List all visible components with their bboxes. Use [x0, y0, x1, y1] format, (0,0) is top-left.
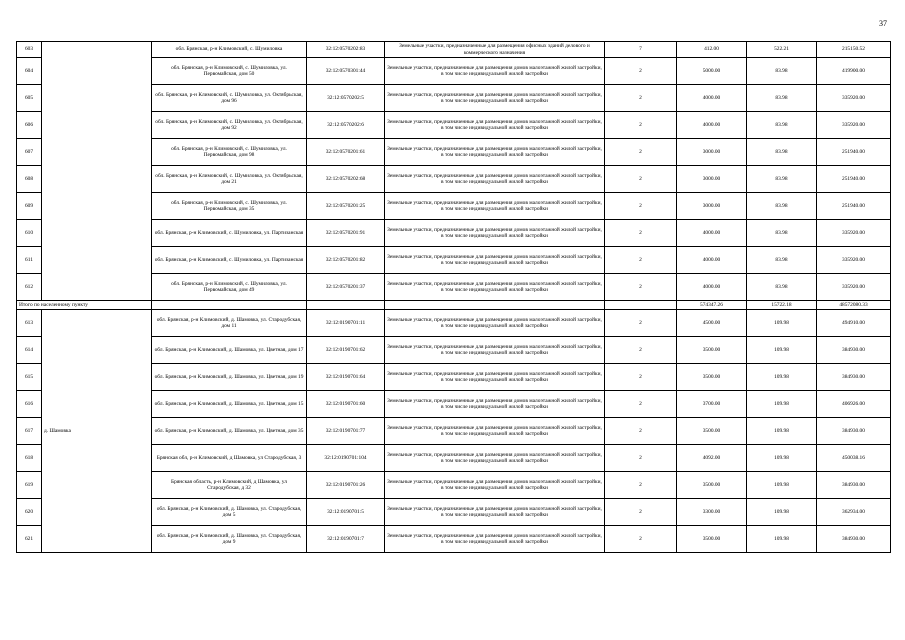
specific-value-cell: 109.98: [747, 310, 817, 337]
cadastral-value-table: [16, 41, 891, 553]
land-use-cell: Земельные участки, предназначенные для размещения домов малоэтажной жилой застройки, в том числе индивидуальной жилой застройки: [385, 220, 605, 247]
address-cell: обл. Брянская, р-н Климовский, д. Шамовка, ул. Стародубская, дом 5: [152, 499, 307, 526]
row-number: 604: [17, 58, 42, 85]
area-cell: 3500.00: [677, 337, 747, 364]
zone-cell: 2: [605, 472, 677, 499]
address-cell: обл. Брянская, р-н Климовский, с. Шумиловка: [152, 42, 307, 58]
area-cell: 4500.00: [677, 310, 747, 337]
zone-cell: 7: [605, 42, 677, 58]
cadastral-number-cell: 32:12:0570201:25: [307, 193, 385, 220]
address-cell: обл. Брянская, р-н Климовский, с. Шумиловка, ул. Первомайская, дом 49: [152, 274, 307, 301]
address-cell: обл. Брянская, р-н Климовский, д. Шамовка, ул. Стародубская, дом 11: [152, 310, 307, 337]
specific-value-cell: 83.98: [747, 220, 817, 247]
address-cell: обл. Брянская, р-н Климовский, с. Шумиловка, ул. Первомайская, дом 98: [152, 139, 307, 166]
cadastral-value-cell: 251940.00: [817, 139, 891, 166]
row-number: 608: [17, 166, 42, 193]
address-cell: Брянская область, р-н Климовский, д Шамовка, ул Стародубская, д 32: [152, 472, 307, 499]
specific-value-cell: 109.98: [747, 526, 817, 553]
total-rate: 15722.18: [747, 301, 817, 310]
address-cell: обл. Брянская, р-н Климовский, с. Шумиловка, ул. Октябрьская, дом 96: [152, 85, 307, 112]
land-use-cell: Земельные участки, предназначенные для размещения домов малоэтажной жилой застройки, в том числе индивидуальной жилой застройки: [385, 418, 605, 445]
total-area: 574347.26: [677, 301, 747, 310]
row-number: 619: [17, 472, 42, 499]
cadastral-value-cell: 335920.00: [817, 274, 891, 301]
row-number: 614: [17, 337, 42, 364]
address-cell: обл. Брянская, р-н Климовский, д. Шамовка, ул. Цветная, дом 19: [152, 364, 307, 391]
area-cell: 4000.00: [677, 112, 747, 139]
zone-cell: 2: [605, 499, 677, 526]
area-cell: 412.00: [677, 42, 747, 58]
cadastral-number-cell: 32:12:0190701:7: [307, 526, 385, 553]
address-cell: обл. Брянская, р-н Климовский, с. Шумиловка, ул. Партизанская: [152, 220, 307, 247]
cadastral-value-cell: 384930.00: [817, 472, 891, 499]
cadastral-number-cell: 32:12:0190701:64: [307, 364, 385, 391]
cadastral-number-cell: 32:12:0570201:91: [307, 220, 385, 247]
row-number: 620: [17, 499, 42, 526]
row-number: 609: [17, 193, 42, 220]
cadastral-value-cell: 419900.00: [817, 58, 891, 85]
area-cell: 4000.00: [677, 85, 747, 112]
area-cell: 3500.00: [677, 364, 747, 391]
specific-value-cell: 83.98: [747, 193, 817, 220]
address-cell: обл. Брянская, р-н Климовский, с. Шумиловка, ул. Октябрьская, дом 21: [152, 166, 307, 193]
land-use-cell: Земельные участки, предназначенные для размещения домов малоэтажной жилой застройки, в том числе индивидуальной жилой застройки: [385, 310, 605, 337]
cadastral-number-cell: 32:12:0190701:60: [307, 391, 385, 418]
area-cell: 3000.00: [677, 166, 747, 193]
area-cell: 3300.00: [677, 499, 747, 526]
zone-cell: 2: [605, 274, 677, 301]
land-use-cell: Земельные участки, предназначенные для размещения офисных зданий делового и коммерческого назначения: [385, 42, 605, 58]
row-number: 615: [17, 364, 42, 391]
cadastral-number-cell: 32:12:0190701:11: [307, 310, 385, 337]
row-number: 618: [17, 445, 42, 472]
cadastral-number-cell: 32:12:0570202:6: [307, 112, 385, 139]
zone-cell: 2: [605, 337, 677, 364]
cadastral-value-cell: 384930.00: [817, 337, 891, 364]
land-use-cell: Земельные участки, предназначенные для размещения домов малоэтажной жилой застройки, в том числе индивидуальной жилой застройки: [385, 472, 605, 499]
area-cell: 3500.00: [677, 526, 747, 553]
zone-cell: 2: [605, 526, 677, 553]
cadastral-number-cell: 32:12:0190701:26: [307, 472, 385, 499]
cadastral-value-cell: 384930.00: [817, 418, 891, 445]
row-number: 606: [17, 112, 42, 139]
total-label: Итого по населенному пункту: [17, 301, 152, 310]
specific-value-cell: 109.98: [747, 418, 817, 445]
land-use-cell: Земельные участки, предназначенные для размещения домов малоэтажной жилой застройки, в том числе индивидуальной жилой застройки: [385, 364, 605, 391]
land-use-cell: Земельные участки, предназначенные для размещения домов малоэтажной жилой застройки, в том числе индивидуальной жилой застройки: [385, 247, 605, 274]
zone-cell: 2: [605, 364, 677, 391]
address-cell: обл. Брянская, р-н Климовский, д. Шамовка, ул. Цветная, дом 15: [152, 391, 307, 418]
cadastral-number-cell: 32:12:0570201:37: [307, 274, 385, 301]
row-number: 612: [17, 274, 42, 301]
area-cell: 4000.00: [677, 220, 747, 247]
land-use-cell: Земельные участки, предназначенные для размещения домов малоэтажной жилой застройки, в том числе индивидуальной жилой застройки: [385, 391, 605, 418]
address-cell: обл. Брянская, р-н Климовский, д. Шамовка, ул. Цветная, дом 17: [152, 337, 307, 364]
zone-cell: 2: [605, 139, 677, 166]
cadastral-value-cell: 384930.00: [817, 526, 891, 553]
zone-cell: 2: [605, 310, 677, 337]
cadastral-value-cell: 335920.00: [817, 247, 891, 274]
specific-value-cell: 109.98: [747, 364, 817, 391]
area-cell: 3500.00: [677, 418, 747, 445]
cadastral-number-cell: 32:12:0190701:77: [307, 418, 385, 445]
land-use-cell: Земельные участки, предназначенные для размещения домов малоэтажной жилой застройки, в том числе индивидуальной жилой застройки: [385, 85, 605, 112]
zone-cell: 2: [605, 247, 677, 274]
cadastral-number-cell: 32:12:0190701:62: [307, 337, 385, 364]
cadastral-number-cell: 32:12:0570201:82: [307, 247, 385, 274]
specific-value-cell: 83.98: [747, 112, 817, 139]
row-number: 610: [17, 220, 42, 247]
cadastral-value-cell: 494910.00: [817, 310, 891, 337]
specific-value-cell: 83.98: [747, 139, 817, 166]
cadastral-value-cell: 251940.00: [817, 193, 891, 220]
row-number: 621: [17, 526, 42, 553]
cadastral-number-cell: 32:12:0570201:61: [307, 139, 385, 166]
cadastral-number-cell: 32:12:0570202:5: [307, 85, 385, 112]
area-cell: 3000.00: [677, 139, 747, 166]
cadastral-value-cell: 335920.00: [817, 85, 891, 112]
area-cell: 3500.00: [677, 472, 747, 499]
zone-cell: 2: [605, 166, 677, 193]
specific-value-cell: 522.21: [747, 42, 817, 58]
cadastral-number-cell: 32:12:0570202:83: [307, 42, 385, 58]
area-cell: 3000.00: [677, 193, 747, 220]
land-use-cell: Земельные участки, предназначенные для размещения домов малоэтажной жилой застройки, в том числе индивидуальной жилой застройки: [385, 193, 605, 220]
specific-value-cell: 83.98: [747, 58, 817, 85]
cadastral-value-cell: 384930.00: [817, 364, 891, 391]
cadastral-number-cell: 32:12:0570202:68: [307, 166, 385, 193]
settlement-cell: [42, 42, 152, 301]
specific-value-cell: 109.98: [747, 391, 817, 418]
row-number: 616: [17, 391, 42, 418]
address-cell: обл. Брянская, р-н Климовский, д. Шамовка, ул. Цветная, дом 35: [152, 418, 307, 445]
specific-value-cell: 83.98: [747, 247, 817, 274]
land-use-cell: Земельные участки, предназначенные для размещения домов малоэтажной жилой застройки, в том числе индивидуальной жилой застройки: [385, 166, 605, 193]
specific-value-cell: 109.98: [747, 337, 817, 364]
land-use-cell: Земельные участки, предназначенные для размещения домов малоэтажной жилой застройки, в том числе индивидуальной жилой застройки: [385, 274, 605, 301]
table-row: [17, 310, 891, 337]
table-row: [17, 42, 891, 58]
specific-value-cell: 83.98: [747, 274, 817, 301]
row-number: 613: [17, 310, 42, 337]
specific-value-cell: 83.98: [747, 85, 817, 112]
zone-cell: 2: [605, 220, 677, 247]
row-number: 605: [17, 85, 42, 112]
land-use-cell: Земельные участки, предназначенные для размещения домов малоэтажной жилой застройки, в том числе индивидуальной жилой застройки: [385, 112, 605, 139]
zone-cell: 2: [605, 391, 677, 418]
area-cell: 4092.00: [677, 445, 747, 472]
address-cell: обл. Брянская, р-н Климовский, с. Шумиловка, ул. Октябрьская, дом 92: [152, 112, 307, 139]
settlement-cell: д. Шамовка: [42, 310, 152, 553]
address-cell: обл. Брянская, р-н Климовский, с. Шумиловка, ул. Первомайская, дом 35: [152, 193, 307, 220]
land-use-cell: Земельные участки, предназначенные для размещения домов малоэтажной жилой застройки, в том числе индивидуальной жилой застройки: [385, 445, 605, 472]
row-number: 603: [17, 42, 42, 58]
specific-value-cell: 109.98: [747, 445, 817, 472]
zone-cell: 2: [605, 193, 677, 220]
row-number: 611: [17, 247, 42, 274]
area-cell: 5000.00: [677, 58, 747, 85]
cadastral-value-cell: 362934.00: [817, 499, 891, 526]
land-use-cell: Земельные участки, предназначенные для размещения домов малоэтажной жилой застройки, в том числе индивидуальной жилой застройки: [385, 337, 605, 364]
zone-cell: 2: [605, 58, 677, 85]
page-number: 37: [879, 19, 887, 28]
cadastral-value-cell: 251940.00: [817, 166, 891, 193]
cadastral-value-cell: 215150.52: [817, 42, 891, 58]
cadastral-number-cell: 32:12:0190701:104: [307, 445, 385, 472]
row-number: 617: [17, 418, 42, 445]
cadastral-value-cell: 406926.00: [817, 391, 891, 418]
address-cell: обл. Брянская, р-н Климовский, с. Шумиловка, ул. Партизанская: [152, 247, 307, 274]
specific-value-cell: 109.98: [747, 472, 817, 499]
total-value: 48572080.33: [817, 301, 891, 310]
zone-cell: 2: [605, 445, 677, 472]
cadastral-value-cell: 450038.16: [817, 445, 891, 472]
cadastral-value-cell: 335920.00: [817, 220, 891, 247]
specific-value-cell: 83.98: [747, 166, 817, 193]
cadastral-value-cell: 335920.00: [817, 112, 891, 139]
cadastral-number-cell: 32:12:0570301:44: [307, 58, 385, 85]
area-cell: 4000.00: [677, 274, 747, 301]
area-cell: 3700.00: [677, 391, 747, 418]
address-cell: обл. Брянская, р-н Климовский, с. Шумиловка, ул. Первомайская, дом 50: [152, 58, 307, 85]
settlement-total-row: [17, 301, 891, 310]
address-cell: Брянская обл, р-н Климовский, д Шамовка, ул Стародубская, 3: [152, 445, 307, 472]
land-use-cell: Земельные участки, предназначенные для размещения домов малоэтажной жилой застройки, в том числе индивидуальной жилой застройки: [385, 139, 605, 166]
row-number: 607: [17, 139, 42, 166]
specific-value-cell: 109.98: [747, 499, 817, 526]
land-use-cell: Земельные участки, предназначенные для размещения домов малоэтажной жилой застройки, в том числе индивидуальной жилой застройки: [385, 526, 605, 553]
land-use-cell: Земельные участки, предназначенные для размещения домов малоэтажной жилой застройки, в том числе индивидуальной жилой застройки: [385, 58, 605, 85]
zone-cell: 2: [605, 112, 677, 139]
zone-cell: 2: [605, 85, 677, 112]
zone-cell: 2: [605, 418, 677, 445]
cadastral-number-cell: 32:12:0190701:5: [307, 499, 385, 526]
area-cell: 4000.00: [677, 247, 747, 274]
land-use-cell: Земельные участки, предназначенные для размещения домов малоэтажной жилой застройки, в том числе индивидуальной жилой застройки: [385, 499, 605, 526]
address-cell: обл. Брянская, р-н Климовский, д. Шамовка, ул. Стародубская, дом 9: [152, 526, 307, 553]
